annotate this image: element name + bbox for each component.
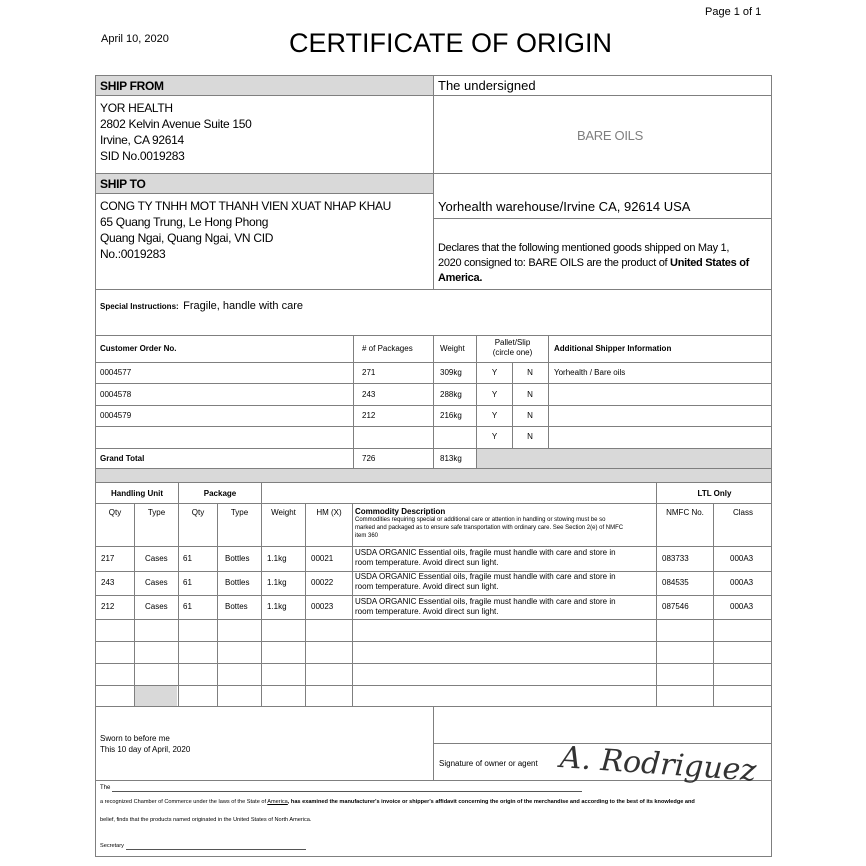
- col-pkg-type: Type: [230, 508, 249, 517]
- ship-from-line: SID No.0019283: [100, 149, 185, 163]
- hu-type: Cases: [145, 578, 168, 587]
- warehouse-address: Yorhealth warehouse/Irvine CA, 92614 USA: [438, 199, 691, 214]
- ship-to-line: 65 Quang Trung, Le Hong Phong: [100, 215, 269, 229]
- owner-signature: A. Rodriguez: [558, 740, 758, 789]
- note-line: marked and packaged as to ensure safe transportation with ordinary care. See Section 2(e) of NMFC: [355, 525, 624, 531]
- grand-total-packages: 726: [362, 454, 376, 463]
- chamber-statement: [100, 799, 695, 805]
- description-line: USDA ORGANIC Essential oils, fragile must handle with care and store in: [355, 572, 616, 581]
- hm-code: 00021: [311, 554, 334, 563]
- ship-to-line: No.:0019283: [100, 247, 166, 261]
- col-weight: Weight: [440, 344, 465, 353]
- footer-the-label: The: [100, 785, 111, 791]
- col-group-ltl-only: LTL Only: [697, 489, 732, 498]
- chamber-state: America: [267, 799, 288, 805]
- pallet-yes[interactable]: Y: [491, 411, 498, 420]
- hm-code: 00022: [311, 578, 334, 587]
- col-additional-info: Additional Shipper Information: [554, 344, 672, 353]
- freight-class: 000A3: [730, 578, 754, 587]
- sworn-line: Sworn to before me: [100, 734, 170, 743]
- ship-to-line: Quang Ngai, Quang Ngai, VN CID: [100, 231, 274, 245]
- pkg-qty: 61: [183, 602, 192, 611]
- commodity-description: [355, 548, 616, 568]
- ship-from-address: [100, 100, 252, 164]
- order-no: 0004577: [100, 368, 132, 377]
- weight: 288kg: [440, 390, 462, 399]
- nmfc-no: 087546: [662, 602, 689, 611]
- declaration-country-cont: America.: [438, 272, 483, 284]
- description-line: room temperature. Avoid direct sun light.: [355, 607, 499, 616]
- pallet-yes[interactable]: Y: [491, 390, 498, 399]
- special-instructions-value: Fragile, handle with care: [183, 300, 303, 312]
- col-class: Class: [732, 508, 753, 517]
- packages: 271: [362, 368, 376, 377]
- description-line: USDA ORGANIC Essential oils, fragile must handle with care and store in: [355, 597, 616, 606]
- declaration-line: 2020 consigned to: BARE OILS are the product of: [438, 257, 671, 269]
- nmfc-no: 084535: [662, 578, 689, 587]
- pkg-type: Bottes: [225, 602, 248, 611]
- ship-to-line: CONG TY TNHH MOT THANH VIEN XUAT NHAP KHAU: [100, 199, 392, 213]
- col-group-package: Package: [203, 489, 237, 498]
- col-pkg-qty: Qty: [191, 508, 205, 517]
- row-weight: 1.1kg: [267, 554, 287, 563]
- ship-from-line: YOR HEALTH: [100, 101, 173, 115]
- commodity-description: [355, 597, 616, 617]
- hm-code: 00023: [311, 602, 334, 611]
- shipper-info: Yorhealth / Bare oils: [554, 368, 626, 377]
- weight: 216kg: [440, 411, 462, 420]
- description-line: USDA ORGANIC Essential oils, fragile must handle with care and store in: [355, 548, 616, 557]
- hu-qty: 217: [101, 554, 115, 563]
- packages: 243: [362, 390, 376, 399]
- sworn-line: This 10 day of April, 2020: [100, 745, 191, 754]
- secretary-label: Secretary: [100, 843, 124, 849]
- note-line: item 360: [355, 533, 379, 539]
- order-no: 0004579: [100, 411, 132, 420]
- hu-qty: 212: [101, 602, 115, 611]
- note-line: Commodities requiring special or additional care or attention in handling or stowing must be so: [355, 517, 606, 523]
- pkg-type: Bottles: [225, 554, 250, 563]
- special-instructions: [100, 296, 303, 314]
- footer-the: [100, 785, 110, 791]
- certificate-date: April 10, 2020: [101, 33, 169, 45]
- pkg-qty: 61: [183, 554, 192, 563]
- footer-the-line: [112, 791, 582, 792]
- col-group-handling-unit: Handling Unit: [111, 489, 163, 498]
- description-line: room temperature. Avoid direct sun light.: [355, 558, 499, 567]
- weight: 309kg: [440, 368, 462, 377]
- pallet-no[interactable]: N: [527, 368, 533, 377]
- empty-cell-shade: [135, 686, 177, 706]
- origin-declaration: [438, 241, 768, 286]
- ship-from-line: 2802 Kelvin Avenue Suite 150: [100, 117, 252, 131]
- row-weight: 1.1kg: [267, 578, 287, 587]
- pallet-no[interactable]: N: [527, 390, 533, 399]
- grand-total-shade: [476, 449, 771, 468]
- col-customer-order-no: Customer Order No.: [100, 344, 177, 353]
- secretary-signature-line[interactable]: [126, 849, 306, 850]
- hu-qty: 243: [101, 578, 115, 587]
- freight-class: 000A3: [730, 602, 754, 611]
- col-packages: # of Packages: [362, 344, 413, 353]
- col-hu-type: Type: [147, 508, 166, 517]
- col-weight: Weight: [271, 508, 296, 517]
- declaration-country: United States of: [670, 257, 749, 269]
- ship-from-line: Irvine, CA 92614: [100, 133, 184, 147]
- pallet-no[interactable]: N: [527, 411, 533, 420]
- section-divider: [96, 469, 771, 482]
- col-nmfc-no: NMFC No.: [666, 508, 704, 517]
- chamber-text: a recognized Chamber of Commerce under the laws of the State of: [100, 799, 268, 805]
- special-instructions-label: Special Instructions:: [100, 302, 179, 311]
- sworn-statement: [100, 733, 190, 755]
- pkg-qty: 61: [183, 578, 192, 587]
- col-commodity-description: [355, 507, 655, 540]
- freight-class: 000A3: [730, 554, 754, 563]
- declaration-line: Declares that the following mentioned goods shipped on May 1,: [438, 242, 730, 254]
- grand-total-weight: 813kg: [440, 454, 462, 463]
- hu-type: Cases: [145, 554, 168, 563]
- packages: 212: [362, 411, 376, 420]
- commodity-description-note: [355, 516, 655, 540]
- col-hm: HM (X): [316, 508, 342, 517]
- undersigned-label: The undersigned: [438, 78, 536, 93]
- order-no: 0004578: [100, 390, 132, 399]
- col-hu-qty: Qty: [108, 508, 122, 517]
- nmfc-no: 083733: [662, 554, 689, 563]
- pallet-no[interactable]: N: [527, 432, 533, 441]
- page-title: CERTIFICATE OF ORIGIN: [289, 28, 613, 58]
- pallet-header-line: Pallet/Slip: [494, 338, 531, 347]
- signature-label: Signature of owner or agent: [439, 759, 538, 768]
- ship-to-label: SHIP TO: [100, 177, 146, 191]
- undersigned-company: BARE OILS: [577, 128, 643, 143]
- description-line: room temperature. Avoid direct sun light.: [355, 582, 499, 591]
- ship-from-label: SHIP FROM: [100, 79, 164, 93]
- grand-total-label: Grand Total: [100, 454, 145, 463]
- commodity-description: [355, 572, 616, 592]
- ship-to-header-bg: [96, 174, 433, 193]
- page-indicator: Page 1 of 1: [705, 6, 762, 18]
- ship-to-address: [100, 198, 391, 262]
- row-weight: 1.1kg: [267, 602, 287, 611]
- pallet-yes[interactable]: Y: [491, 432, 498, 441]
- belief-statement: belief, finds that the products named originated in the United States of North America.: [100, 817, 312, 823]
- pallet-header-line: (circle one): [492, 348, 533, 357]
- hu-type: Cases: [145, 602, 168, 611]
- col-pallet-slip: [477, 338, 548, 358]
- chamber-text: , has examined the manufacturer's invoice or shipper's affidavit concerning the origin of the merchandise and according to the best of its knowledge and: [287, 799, 695, 805]
- pallet-yes[interactable]: Y: [491, 368, 498, 377]
- commodity-description-title: Commodity Description: [355, 507, 446, 516]
- pkg-type: Bottles: [225, 578, 250, 587]
